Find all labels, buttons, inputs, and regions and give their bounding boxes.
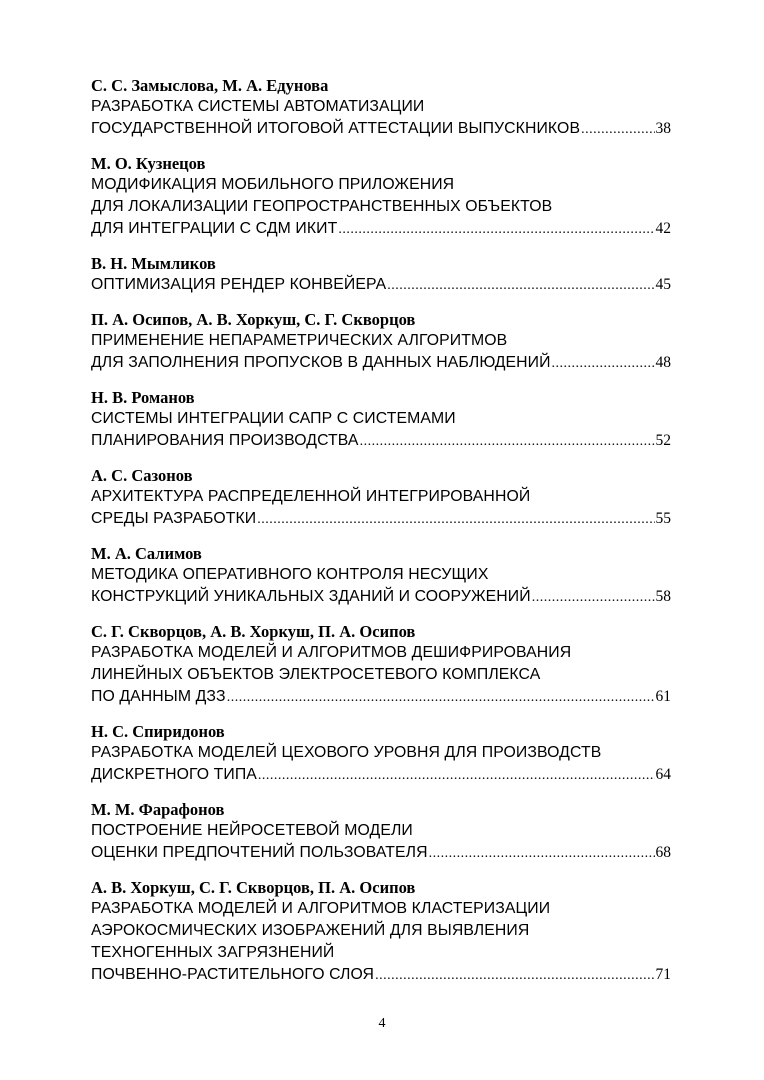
page-number: 4 <box>378 1016 386 1031</box>
toc-entry-last-line <box>91 352 671 375</box>
toc-entry[interactable] <box>91 543 671 609</box>
dot-leader <box>258 765 655 787</box>
toc-entry-authors: С. С. Замыслова, М. А. Едунова <box>91 76 329 95</box>
toc-entry[interactable] <box>91 621 671 709</box>
dot-leader <box>360 431 655 453</box>
toc-entry[interactable] <box>91 309 671 375</box>
toc-entry-authors: П. А. Осипов, А. В. Хоркуш, С. Г. Скворцов <box>91 310 416 329</box>
toc-entry-last-line <box>91 508 671 531</box>
dot-leader <box>338 219 654 241</box>
dot-leader <box>532 587 655 609</box>
toc-entry-page: 55 <box>655 510 671 527</box>
toc-entry-last-line <box>91 586 671 609</box>
toc-entry-title-line: РАЗРАБОТКА МОДЕЛЕЙ И АЛГОРИТМОВ ДЕШИФРИРОВАНИЯ <box>91 644 572 661</box>
toc-entry-title-line: РАЗРАБОТКА МОДЕЛЕЙ ЦЕХОВОГО УРОВНЯ ДЛЯ ПРОИЗВОДСТВ <box>91 744 602 761</box>
toc-entry-page: 45 <box>655 276 671 293</box>
toc-entry-last-line <box>91 218 671 241</box>
dot-leader <box>552 353 655 375</box>
toc-entry-last-line <box>91 118 671 141</box>
toc-entry-title-line: МОДИФИКАЦИЯ МОБИЛЬНОГО ПРИЛОЖЕНИЯ <box>91 176 455 193</box>
toc-entry-title-line: ДИСКРЕТНОГО ТИПА <box>91 766 257 783</box>
dot-leader <box>429 843 655 865</box>
toc-entry-authors: А. В. Хоркуш, С. Г. Скворцов, П. А. Осипов <box>91 878 416 897</box>
toc-entry[interactable] <box>91 75 671 141</box>
toc-entry-last-line <box>91 764 671 787</box>
toc-entry-page: 48 <box>655 354 671 371</box>
toc-entry-page: 52 <box>655 432 671 449</box>
toc-entry-title-line: АРХИТЕКТУРА РАСПРЕДЕЛЕННОЙ ИНТЕГРИРОВАННОЙ <box>91 488 531 505</box>
table-of-contents <box>91 75 671 999</box>
toc-entry-title-line: ДЛЯ ЛОКАЛИЗАЦИИ ГЕОПРОСТРАНСТВЕННЫХ ОБЪЕКТОВ <box>91 198 553 215</box>
toc-entry-authors: Н. В. Романов <box>91 388 195 407</box>
toc-entry-title-line: ПОЧВЕННО-РАСТИТЕЛЬНОГО СЛОЯ <box>91 966 375 983</box>
toc-entry-page: 58 <box>655 588 671 605</box>
toc-entry-title-line: ДЛЯ ЗАПОЛНЕНИЯ ПРОПУСКОВ В ДАННЫХ НАБЛЮДЕНИЙ <box>91 354 551 371</box>
toc-entry-title-line: ПО ДАННЫМ ДЗЗ <box>91 688 226 705</box>
toc-entry-title-line: ОПТИМИЗАЦИЯ РЕНДЕР КОНВЕЙЕРА <box>91 276 387 293</box>
dot-leader <box>387 275 654 297</box>
toc-entry-page: 61 <box>655 688 671 705</box>
toc-entry-authors: А. С. Сазонов <box>91 466 193 485</box>
dot-leader <box>375 965 654 987</box>
toc-entry-title-line: ПЛАНИРОВАНИЯ ПРОИЗВОДСТВА <box>91 432 359 449</box>
toc-entry-page: 42 <box>655 220 671 237</box>
toc-entry-title-line: ОЦЕНКИ ПРЕДПОЧТЕНИЙ ПОЛЬЗОВАТЕЛЯ <box>91 844 428 861</box>
toc-entry-authors: М. О. Кузнецов <box>91 154 206 173</box>
toc-entry-title-line: ПОСТРОЕНИЕ НЕЙРОСЕТЕВОЙ МОДЕЛИ <box>91 822 413 839</box>
toc-entry-last-line <box>91 842 671 865</box>
toc-entry-title-line: КОНСТРУКЦИЙ УНИКАЛЬНЫХ ЗДАНИЙ И СООРУЖЕНИЙ <box>91 588 531 605</box>
toc-entry-last-line <box>91 964 671 987</box>
toc-entry-title-line: ДЛЯ ИНТЕГРАЦИИ С СДМ ИКИТ <box>91 220 338 237</box>
toc-entry-title-line: АЭРОКОСМИЧЕСКИХ ИЗОБРАЖЕНИЙ ДЛЯ ВЫЯВЛЕНИЯ <box>91 922 530 939</box>
toc-entry-title-line: ТЕХНОГЕННЫХ ЗАГРЯЗНЕНИЙ <box>91 944 335 961</box>
toc-entry[interactable] <box>91 721 671 787</box>
toc-entry[interactable] <box>91 877 671 987</box>
toc-entry-page: 71 <box>655 966 671 983</box>
dot-leader <box>227 687 655 709</box>
toc-entry-title-line: СИСТЕМЫ ИНТЕГРАЦИИ САПР С СИСТЕМАМИ <box>91 410 456 427</box>
toc-entry-authors: С. Г. Скворцов, А. В. Хоркуш, П. А. Осипов <box>91 622 416 641</box>
toc-entry-page: 68 <box>655 844 671 861</box>
toc-entry[interactable] <box>91 153 671 241</box>
toc-entry[interactable] <box>91 387 671 453</box>
toc-entry-title-line: ЛИНЕЙНЫХ ОБЪЕКТОВ ЭЛЕКТРОСЕТЕВОГО КОМПЛЕКСА <box>91 666 541 683</box>
toc-entry-title-line: МЕТОДИКА ОПЕРАТИВНОГО КОНТРОЛЯ НЕСУЩИХ <box>91 566 489 583</box>
toc-entry-last-line <box>91 430 671 453</box>
toc-entry-page: 38 <box>655 120 671 137</box>
toc-entry[interactable] <box>91 799 671 865</box>
toc-entry-title-line: РАЗРАБОТКА СИСТЕМЫ АВТОМАТИЗАЦИИ <box>91 98 425 115</box>
toc-entry-authors: В. Н. Мымликов <box>91 254 216 273</box>
toc-entry-authors: М. А. Салимов <box>91 544 202 563</box>
dot-leader <box>257 509 654 531</box>
toc-entry-authors: Н. С. Спиридонов <box>91 722 225 741</box>
toc-entry-title-line: СРЕДЫ РАЗРАБОТКИ <box>91 510 257 527</box>
dot-leader <box>581 119 654 141</box>
toc-entry-last-line <box>91 686 671 709</box>
toc-entry[interactable] <box>91 465 671 531</box>
toc-entry[interactable] <box>91 253 671 297</box>
toc-entry-last-line <box>91 274 671 297</box>
toc-entry-title-line: РАЗРАБОТКА МОДЕЛЕЙ И АЛГОРИТМОВ КЛАСТЕРИЗАЦИИ <box>91 900 551 917</box>
toc-entry-page: 64 <box>655 766 671 783</box>
toc-entry-title-line: ГОСУДАРСТВЕННОЙ ИТОГОВОЙ АТТЕСТАЦИИ ВЫПУСКНИКОВ <box>91 120 581 137</box>
toc-entry-title-line: ПРИМЕНЕНИЕ НЕПАРАМЕТРИЧЕСКИХ АЛГОРИТМОВ <box>91 332 508 349</box>
toc-entry-authors: М. М. Фарафонов <box>91 800 225 819</box>
